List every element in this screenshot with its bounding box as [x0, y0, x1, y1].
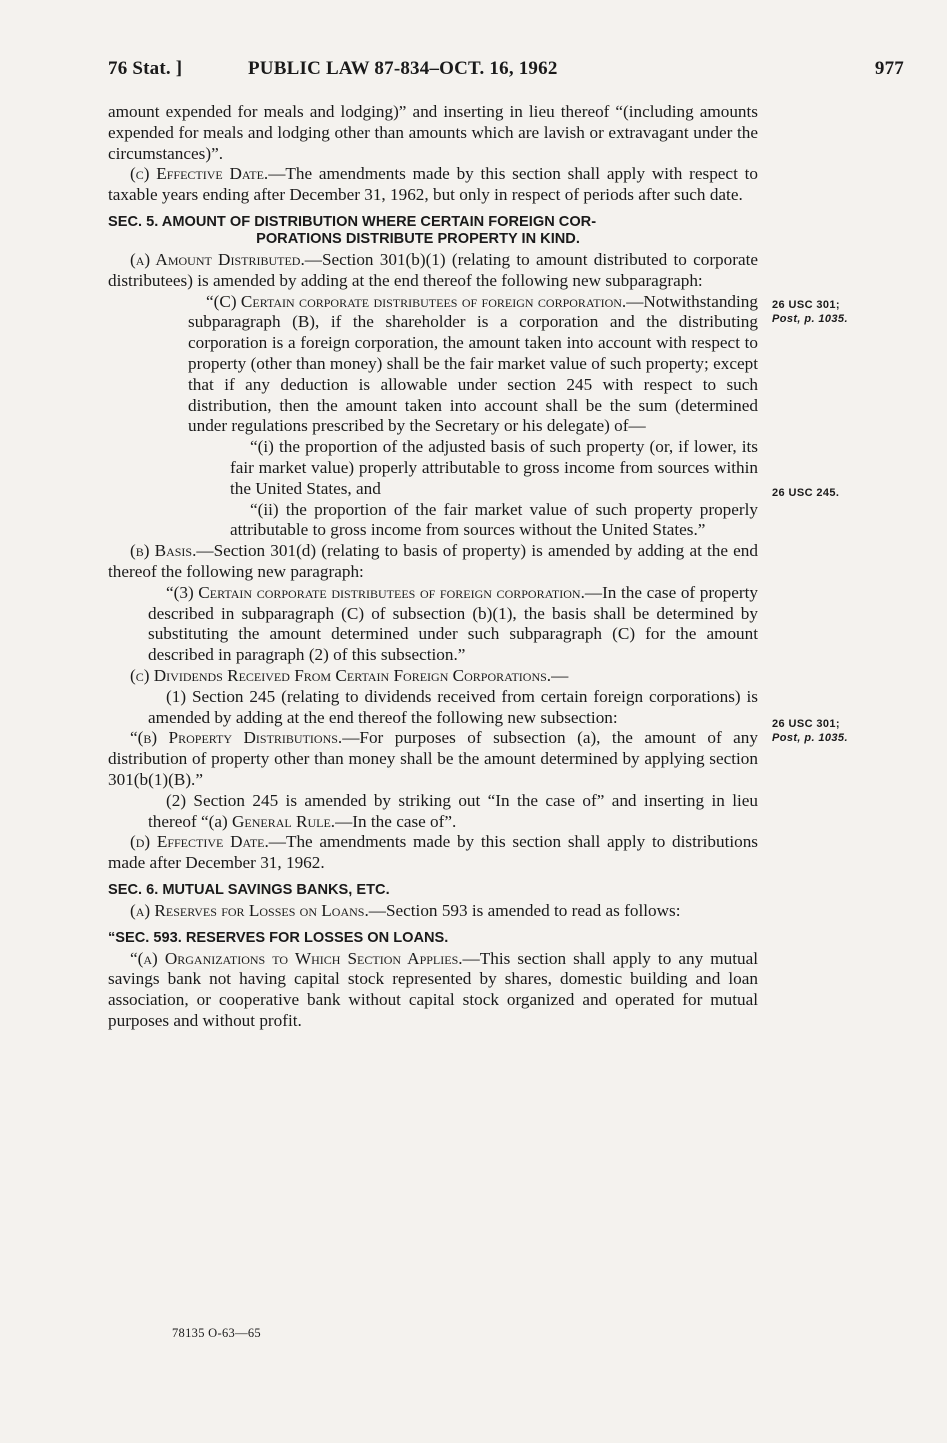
- clause-i: “(i) the proportion of the adjusted basis of such property (or, if lower, its fair market value) properly attributable to gross income from sources within the United States, and: [230, 437, 758, 498]
- heading-dash: —: [551, 665, 569, 685]
- paragraph-c-dividends: [108, 666, 758, 687]
- subsection-text: —The amendments made by this section shall apply with respect to taxable years ending after December 31, 1962, but only in respect of periods after such date.: [108, 164, 758, 205]
- section-5-heading-line2: PORATIONS DISTRIBUTE PROPERTY IN KIND.: [256, 230, 580, 247]
- paragraph-d-effective-date: [108, 832, 758, 874]
- page-body: [108, 102, 758, 1032]
- subsection-heading: (b) Basis.: [130, 541, 197, 561]
- subsection-heading: “(a) Organizations to Which Section Applies.: [130, 948, 463, 968]
- margin-note-245: [772, 486, 912, 500]
- paragraph-b-basis: [108, 541, 758, 583]
- page-number: 977: [874, 58, 904, 79]
- subsection-b-property-distributions: [108, 728, 758, 790]
- subsection-text: —The amendments made by this section shall apply to distributions made after December 31, 1962.: [108, 832, 758, 873]
- paragraph-a-reserves: [108, 901, 758, 922]
- subsection-text: —Section 301(b)(1) (relating to amount distributed to corporate distributees) is amended by adding at the end thereof the following new subparagraph:: [108, 249, 759, 290]
- paragraph-text: —In the case of property described in subparagraph (C) of subsection (b)(1), the basis shall be determined by substituting the amount determined under such subparagraph (C) for the amount described in paragraph (2) of this subsection.”: [148, 582, 759, 665]
- margin-note-301-a: [772, 298, 912, 326]
- subsection-text: —For purposes of subsection (a), the amount of any distribution of property other than money shall be the amount determined by applying section 301(b(1)(B).”: [108, 728, 758, 789]
- subsection-heading: “(b) Property Distributions.: [130, 728, 343, 748]
- section-6-heading: SEC. 6. MUTUAL SAVINGS BANKS, ETC.: [108, 881, 390, 898]
- subsection-heading: (c) Dividends Received From Certain Foreign Corporations.: [130, 665, 552, 685]
- margin-note-line: Post, p. 1035.: [772, 313, 848, 325]
- margin-note-301-b: [772, 717, 912, 745]
- section-5-heading-line1: SEC. 5. AMOUNT OF DISTRIBUTION WHERE CERTAIN FOREIGN COR-: [108, 213, 597, 230]
- subsection-heading: (d) Effective Date.: [130, 832, 269, 852]
- margin-note-line: Post, p. 1035.: [772, 732, 848, 744]
- subsection-heading: (c) Effective Date.: [130, 164, 269, 184]
- section-593-heading: “SEC. 593. RESERVES FOR LOSSES ON LOANS.: [108, 929, 449, 946]
- margin-note-line: 26 USC 245.: [772, 487, 840, 499]
- subparagraph-text: —Notwithstanding subparagraph (B), if the shareholder is a corporation and the distributing corporation is a foreign corporation, the amount taken into account with respect to property (other than money) shall be the fair market value of such property; except that if any deduction is allowable under section 245 with respect to such distribution, then the amount taken into account shall be the sum (determined under regulations prescribed by the Secretary or his delegate) of—: [188, 291, 758, 436]
- subparagraph-c: [108, 292, 758, 438]
- clause-ii: “(ii) the proportion of the fair market value of such property properly attributable to gross income from sources without the United States.”: [230, 499, 758, 540]
- general-rule-heading: General Rule.: [231, 811, 336, 831]
- subsection-text: —Section 301(d) (relating to basis of property) is amended by adding at the end thereof the following new paragraph:: [108, 541, 758, 581]
- paragraph-text: (2) Section 245 is amended by striking out “In the case of” and inserting in lieu thereof “(a): [148, 790, 758, 831]
- continuation-paragraph: amount expended for meals and lodging)” and inserting in lieu thereof “(including amounts expended for meals and lodging other than amounts which are lavish or extravagant under the circumstances)”.: [108, 102, 758, 163]
- subsection-text: —This section shall apply to any mutual savings bank not having capital stock represented by shares, domestic building and loan association, or cooperative bank without capital stock organized and operated for mutual purposes and without profit.: [108, 948, 758, 1031]
- subsection-heading: (a) Reserves for Losses on Loans.: [130, 900, 369, 920]
- paragraph-a-organizations: [108, 949, 758, 1032]
- paragraph-c-effective-date: [108, 164, 758, 206]
- print-code-footer: 78135 O-63—65: [172, 1326, 261, 1340]
- paragraph-c1: (1) Section 245 (relating to dividends received from certain foreign corporations) is amended by adding at the end thereof the following new subsection:: [148, 686, 758, 727]
- subsection-heading: (a) Amount Distributed.: [130, 249, 305, 269]
- paragraph-heading: “(3) Certain corporate distributees of foreign corporation.: [166, 582, 585, 602]
- paragraph-3-corporate-distributees: [108, 583, 758, 666]
- margin-note-line: 26 USC 301;: [772, 299, 840, 311]
- page-header: [108, 58, 904, 84]
- subsection-text: —Section 593 is amended to read as follows:: [368, 900, 681, 920]
- paragraph-c2: [108, 791, 758, 833]
- section-5-heading: [108, 214, 758, 248]
- stat-reference: 76 Stat. ]: [108, 58, 183, 79]
- subparagraph-heading: “(C) Certain corporate distributees of foreign corporation.: [206, 291, 627, 311]
- paragraph-text-end: —In the case of”.: [335, 811, 457, 831]
- law-title: PUBLIC LAW 87-834–OCT. 16, 1962: [248, 58, 558, 79]
- margin-note-line: 26 USC 301;: [772, 718, 840, 730]
- paragraph-a-amount-distributed: [108, 250, 758, 292]
